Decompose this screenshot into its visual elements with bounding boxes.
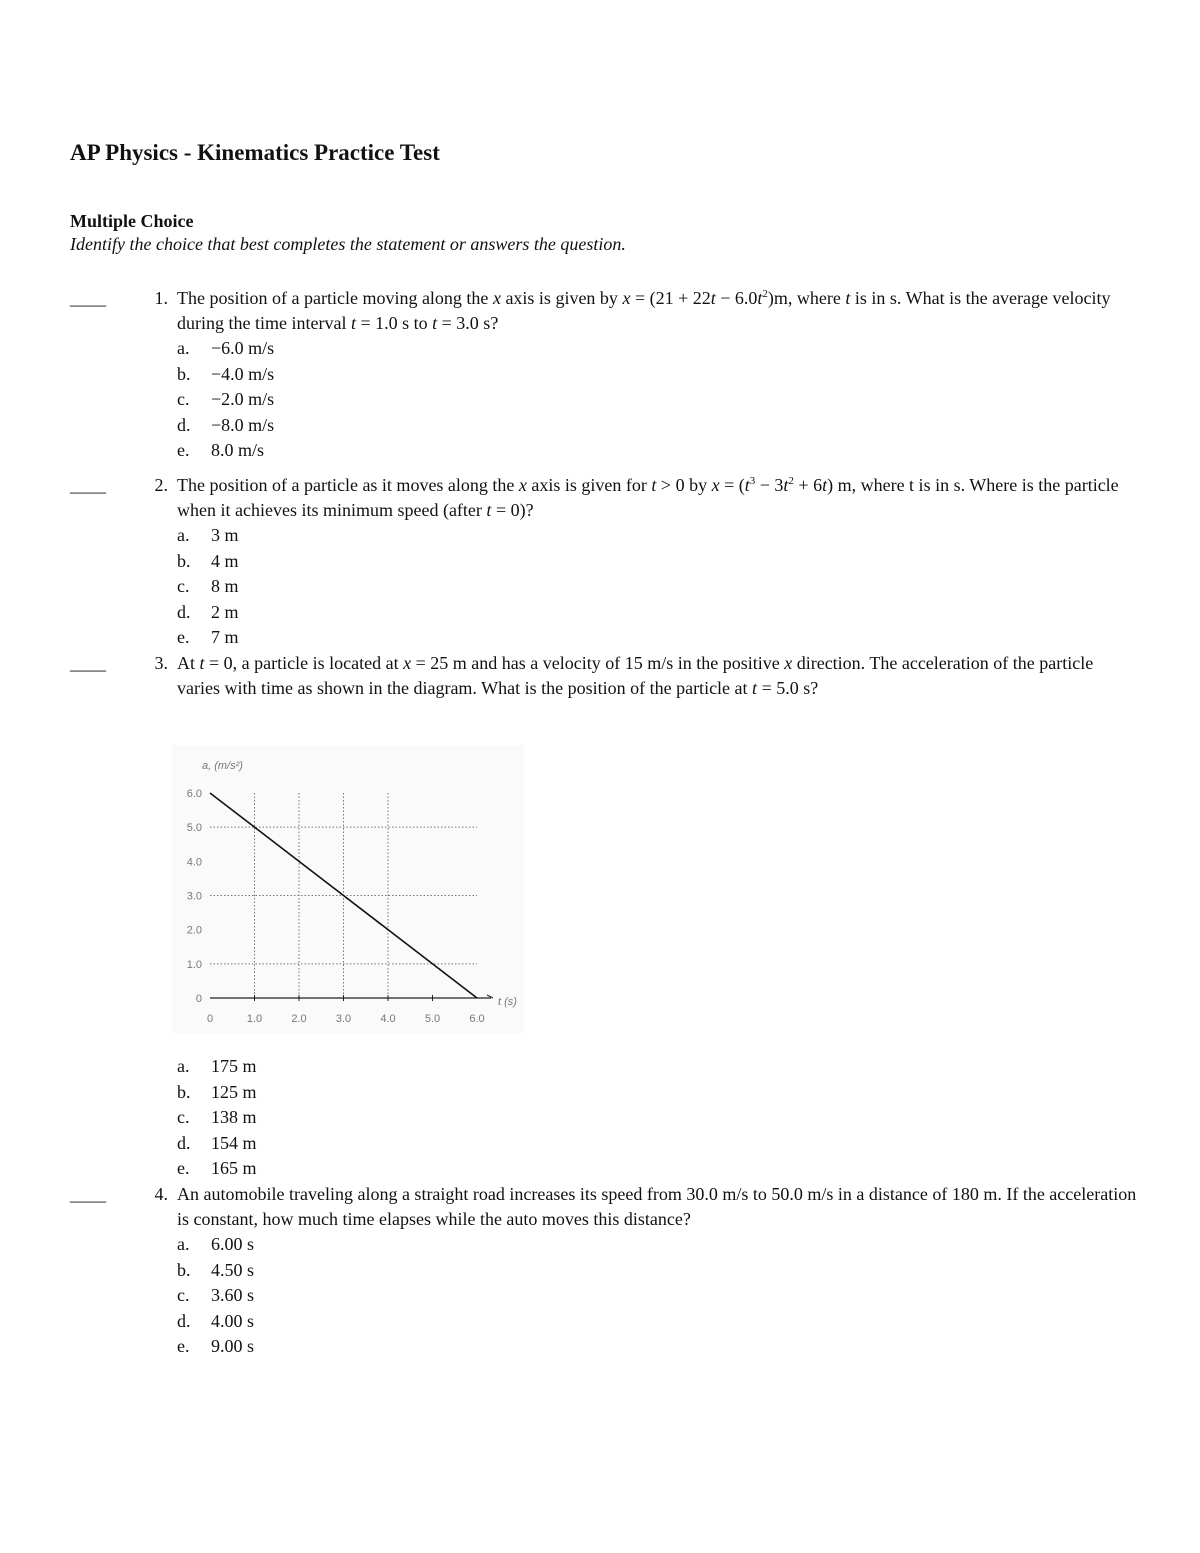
answer-blank[interactable]: ____ xyxy=(70,1184,106,1204)
choice-d[interactable]: d. 4.00 s xyxy=(177,1310,255,1331)
x-tick-label: 1.0 xyxy=(246,1013,263,1025)
answer-blank[interactable]: ____ xyxy=(70,653,106,673)
choice-c[interactable]: c. 3.60 s xyxy=(177,1285,255,1305)
choice-e[interactable]: e. 165 m xyxy=(177,1158,257,1178)
x-tick-label: 5.0 xyxy=(424,1013,441,1025)
choice-a[interactable]: a. 175 m xyxy=(177,1056,257,1076)
choice-b[interactable]: b. 4 m xyxy=(177,550,239,571)
x-tick-label: 6.0 xyxy=(469,1013,485,1025)
choice-c[interactable]: c. −2.0 m/s xyxy=(177,389,275,409)
x-tick-label: 2.0 xyxy=(291,1013,307,1025)
question-3 xyxy=(70,651,1140,701)
x-axis-label: t (s) xyxy=(498,996,517,1008)
x-tick-label: 3.0 xyxy=(335,1013,352,1025)
question-stem: An automobile traveling along a straight road increases its speed from 30.0 m/s to 50.0 m/s in a distance of 180 m. If the acceleration is constant, how much time elapses while the auto moves this distance? xyxy=(177,1184,1137,1229)
question-1 xyxy=(70,286,1140,464)
choice-a[interactable]: a. 6.00 s xyxy=(177,1234,255,1254)
choice-d[interactable]: d. 154 m xyxy=(177,1132,257,1153)
page-title: AP Physics - Kinematics Practice Test xyxy=(70,140,440,165)
x-tick-label: 4.0 xyxy=(380,1013,396,1025)
question-number: 1. xyxy=(154,288,168,308)
section-heading: Multiple Choice xyxy=(70,211,194,231)
answer-blank[interactable]: ____ xyxy=(70,475,106,495)
x-tick-label: 0 xyxy=(206,1013,214,1025)
question-stem: At t = 0, a particle is located at x = 25 m and has a velocity of 15 m/s in the positive x direction. The acceleration of the particle varies with time as shown in the diagram. What is the position of the particle at t = 5.0 s? xyxy=(177,653,1094,698)
choice-c[interactable]: c. 8 m xyxy=(177,576,239,596)
y-tick-label: 0 xyxy=(195,993,202,1005)
choice-a[interactable]: a. −6.0 m/s xyxy=(177,338,275,358)
y-tick-label: 1.0 xyxy=(186,958,202,971)
choice-a[interactable]: a. 3 m xyxy=(177,525,239,545)
choice-c[interactable]: c. 138 m xyxy=(177,1107,257,1127)
choice-d[interactable]: d. 2 m xyxy=(177,601,239,622)
question-number: 2. xyxy=(154,475,168,495)
question-2 xyxy=(70,473,1140,651)
question-number: 4. xyxy=(154,1184,168,1204)
choice-b[interactable]: b. −4.0 m/s xyxy=(177,363,275,384)
y-tick-label: 4.0 xyxy=(186,856,202,869)
choice-e[interactable]: e. 9.00 s xyxy=(177,1336,255,1356)
choice-b[interactable]: b. 125 m xyxy=(177,1081,257,1102)
question-number: 3. xyxy=(154,653,168,673)
y-tick-label: 6.0 xyxy=(186,788,202,800)
answer-blank[interactable]: ____ xyxy=(70,288,106,308)
choice-e[interactable]: e. 8.0 m/s xyxy=(177,440,265,460)
question-stem: The position of a particle as it moves along the x axis is given for t > 0 by $x = (t^3 - 3t^2 + 6t)$ m, where t is in s. Where is the particle when it achieves its minimum speed (after t = 0)? xyxy=(177,475,1119,520)
chart-background xyxy=(172,745,524,1033)
acceleration-chart-svg xyxy=(172,745,524,1033)
question-4 xyxy=(70,1182,1140,1360)
question-3-choices xyxy=(70,1054,1140,1182)
acceleration-graph xyxy=(172,745,524,1033)
y-tick-label: 3.0 xyxy=(186,890,202,903)
instructions: Identify the choice that best completes the statement or answers the question. xyxy=(70,234,626,254)
choice-e[interactable]: e. 7 m xyxy=(177,627,239,647)
choice-d[interactable]: d. −8.0 m/s xyxy=(177,414,275,435)
y-tick-label: 2.0 xyxy=(186,924,202,937)
y-axis-label: a, (m/s²) xyxy=(202,760,243,772)
choice-b[interactable]: b. 4.50 s xyxy=(177,1259,255,1280)
question-stem: The position of a particle moving along the x axis is given by $x = (21 + 22t - 6.0t^2)m$, where t is in s. What is the average velocity during the time interval t = 1.0 s to t = 3.0 s? xyxy=(177,288,1111,333)
y-tick-label: 5.0 xyxy=(186,822,202,835)
